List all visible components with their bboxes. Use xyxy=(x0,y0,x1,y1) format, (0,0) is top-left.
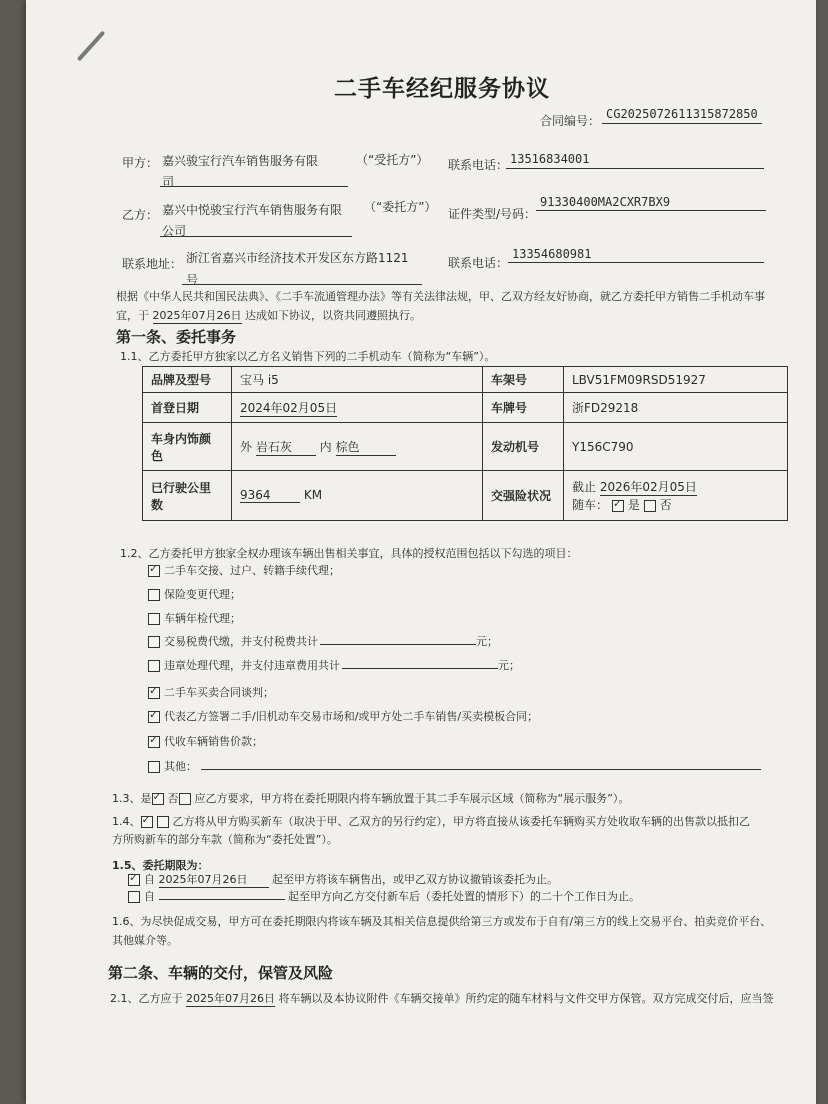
contract-number: CG2025072611315872850 xyxy=(606,107,758,121)
insurance-yes: 是 xyxy=(627,498,640,512)
clause-1-4 xyxy=(112,813,750,829)
clause-1-6-line-2: 其他媒介等。 xyxy=(112,934,178,947)
plate-value: 浙FD29218 xyxy=(564,393,788,423)
auth-item-5-label: 二手车买卖合同谈判； xyxy=(164,686,274,699)
mileage-unit: KM xyxy=(303,488,323,502)
auth-checkbox-3[interactable] xyxy=(148,636,160,648)
clause-1-5-b-checkbox[interactable] xyxy=(128,891,140,903)
auth-item-4 xyxy=(148,657,520,673)
address-phone: 13354680981 xyxy=(512,247,592,261)
auth-item-5 xyxy=(148,684,274,700)
plate-label: 车牌号 xyxy=(483,393,564,423)
clause-1-4-text-1: 乙方将从甲方购买新车（取决于甲、乙双方的另行约定），甲方将直接从该委托车辆购买方处收取车辆的出售款以抵扣乙 xyxy=(172,815,750,828)
clause-1-5-a-checkbox[interactable] xyxy=(128,874,140,886)
clause-1-5-a-text: 起至甲方将该车辆售出，或甲乙双方协议撤销该委托为止。 xyxy=(272,873,558,886)
color-label xyxy=(143,423,232,471)
intro-line-2 xyxy=(116,307,421,324)
mileage-label-2: 数 xyxy=(151,497,164,512)
insurance-with-label: 随车： xyxy=(572,498,609,512)
tax-yuan: 元； xyxy=(476,635,498,648)
party-a-phone-label: 联系电话： xyxy=(448,158,509,172)
auth-checkbox-4[interactable] xyxy=(148,660,160,672)
article-1-heading: 第一条、委托事务 xyxy=(116,328,237,346)
auth-item-8-label: 其他： xyxy=(164,760,197,773)
clause-2-1 xyxy=(110,990,774,1007)
party-b-id: 91330400MA2CXR7BX9 xyxy=(540,195,671,209)
document-title: 二手车经纪服务协议 xyxy=(334,76,550,102)
clause-2-1-pre: 2.1、乙方应于 xyxy=(110,992,183,1005)
reg-date-value: 2024年02月05日 xyxy=(240,400,338,415)
party-a-label: 甲方： xyxy=(122,156,159,170)
party-b-id-label: 证件类型/号码： xyxy=(448,207,537,221)
interior-prefix: 内 xyxy=(319,439,332,454)
brand-label: 品牌及型号 xyxy=(143,367,232,393)
auth-item-3 xyxy=(148,633,498,649)
party-b-role: （“委托方”） xyxy=(364,200,437,214)
auth-checkbox-8[interactable] xyxy=(148,761,160,773)
violation-amount-blank[interactable] xyxy=(342,668,498,669)
clause-1-5-a-date: 2025年07月26日 xyxy=(159,871,269,888)
auth-item-7 xyxy=(148,733,263,749)
violation-yuan: 元； xyxy=(498,659,520,672)
clause-1-3 xyxy=(112,790,629,806)
auth-checkbox-1[interactable] xyxy=(148,589,160,601)
clause-1-3-no: 否 xyxy=(167,792,179,805)
auth-checkbox-2[interactable] xyxy=(148,613,160,625)
clause-1-5-b-pre: 自 xyxy=(144,890,155,903)
intro-line-2b: 达成如下协议，以资共同遵照执行。 xyxy=(245,309,421,322)
exterior-prefix: 外 xyxy=(240,439,253,454)
clause-1-2: 1.2、乙方委托甲方独家全权办理该车辆出售相关事宜，具体的授权范围包括以下勾选的项目： xyxy=(120,547,578,560)
insurance-cell xyxy=(564,471,788,521)
color-label-1: 车身内饰颜 xyxy=(151,431,212,446)
contract-page xyxy=(26,0,816,1104)
clause-1-6-line-1: 1.6、为尽快促成交易，甲方可在委托期限内将该车辆及其相关信息提供给第三方或发布于自有/第三方的线上交易平台、拍卖竞价平台、 xyxy=(112,915,772,928)
clause-1-4-checkbox-a[interactable] xyxy=(141,816,153,828)
clause-1-3-num: 1.3、 xyxy=(112,792,141,805)
address-value-2: 号 xyxy=(186,273,199,287)
mileage-cell xyxy=(232,471,483,521)
clause-1-1: 1.1、乙方委托甲方独家以乙方名义销售下列的二手机动车（简称为“车辆”）。 xyxy=(120,350,496,363)
party-b-name-2: 公司 xyxy=(162,224,187,238)
vin-value: LBV51FM09RSD51927 xyxy=(564,367,788,393)
auth-item-4-label: 违章处理代理，并支付违章费用共计 xyxy=(164,659,340,672)
party-b-name-1: 嘉兴中悦骏宝行汽车销售服务有限 xyxy=(162,203,343,217)
clause-1-4-text-2: 方所购新车的部分车款（简称为“委托处置”）。 xyxy=(112,833,338,846)
clause-1-4-num: 1.4、 xyxy=(112,815,141,828)
insurance-yes-checkbox[interactable] xyxy=(612,500,624,512)
party-b-label: 乙方： xyxy=(122,208,159,222)
auth-item-0 xyxy=(148,562,340,578)
vehicle-table xyxy=(142,366,788,521)
other-blank[interactable] xyxy=(201,769,761,770)
clause-1-5-b xyxy=(128,888,640,904)
contract-number-label: 合同编号： xyxy=(540,114,601,128)
color-cell xyxy=(232,423,483,471)
clause-2-1-text: 将车辆以及本协议附件《车辆交接单》所约定的随车材料与文件交甲方保管。双方完成交付后，应当签 xyxy=(278,992,774,1005)
clause-1-3-yes-checkbox[interactable] xyxy=(152,793,164,805)
clause-1-5-a xyxy=(128,871,558,888)
party-a-phone: 13516834001 xyxy=(510,152,590,166)
mileage-label-1: 已行驶公里 xyxy=(151,480,212,495)
clause-1-5-a-pre: 自 xyxy=(144,873,155,886)
vin-label: 车架号 xyxy=(483,367,564,393)
engine-value: Y156C790 xyxy=(564,423,788,471)
insurance-no: 否 xyxy=(659,498,672,512)
mileage-value: 9364 xyxy=(240,488,300,503)
insurance-label: 交强险状况 xyxy=(483,471,564,521)
auth-item-7-label: 代收车辆销售价款； xyxy=(164,735,263,748)
article-2-heading: 第二条、车辆的交付，保管及风险 xyxy=(108,964,334,982)
intro-date: 2025年07月26日 xyxy=(152,309,242,322)
address-label: 联系地址： xyxy=(122,257,183,271)
auth-item-1-label: 保险变更代理； xyxy=(164,588,241,601)
auth-checkbox-5[interactable] xyxy=(148,687,160,699)
address-value-1: 浙江省嘉兴市经济技术开发区东方路1121 xyxy=(186,251,409,265)
tax-amount-blank[interactable] xyxy=(320,644,476,645)
clause-1-3-no-checkbox[interactable] xyxy=(179,793,191,805)
clause-2-1-date: 2025年07月26日 xyxy=(186,992,275,1005)
exterior-color: 岩石灰 xyxy=(256,438,316,456)
auth-item-8 xyxy=(148,758,761,774)
reg-date-cell xyxy=(232,393,483,423)
party-a-name-1: 嘉兴骏宝行汽车销售服务有限 xyxy=(162,154,319,168)
auth-item-3-label: 交易税费代缴，并支付税费共计 xyxy=(164,635,318,648)
mileage-label xyxy=(143,471,232,521)
engine-label: 发动机号 xyxy=(483,423,564,471)
insurance-prefix: 截止 xyxy=(572,480,597,494)
clause-1-3-yes: 是 xyxy=(140,792,152,805)
auth-checkbox-0[interactable] xyxy=(148,565,160,577)
insurance-no-checkbox[interactable] xyxy=(644,500,656,512)
reg-date-label: 首登日期 xyxy=(143,393,232,423)
intro-line-1: 根据《中华人民共和国民法典》、《二手车流通管理办法》等有关法律法规，甲、乙双方经友好协商，就乙方委托甲方销售二手机动车事 xyxy=(116,290,765,303)
auth-item-6 xyxy=(148,708,538,724)
party-a-name-2: 司 xyxy=(162,175,175,189)
party-a-role: （“受托方”） xyxy=(356,153,429,167)
pen-mark xyxy=(77,31,105,62)
insurance-date: 2026年02月05日 xyxy=(599,480,697,494)
auth-item-2 xyxy=(148,610,241,626)
intro-line-2a: 宜，于 xyxy=(116,309,149,322)
clause-1-5-b-date-blank[interactable] xyxy=(159,899,285,900)
brand-value: 宝马 i5 xyxy=(232,367,483,393)
clause-1-5: 1.5、委托期限为： xyxy=(112,859,209,872)
auth-item-1 xyxy=(148,586,241,602)
color-label-2: 色 xyxy=(151,448,164,463)
clause-1-5-b-text: 起至甲方向乙方交付新车后（委托处置的情形下）的二十个工作日为止。 xyxy=(288,890,640,903)
clause-1-3-text: 应乙方要求，甲方将在委托期限内将车辆放置于其二手车展示区域（简称为“展示服务”）。 xyxy=(194,792,630,805)
auth-checkbox-7[interactable] xyxy=(148,736,160,748)
auth-item-2-label: 车辆年检代理； xyxy=(164,612,241,625)
auth-checkbox-6[interactable] xyxy=(148,711,160,723)
auth-item-0-label: 二手车交接、过户、转籍手续代理； xyxy=(164,564,340,577)
auth-item-6-label: 代表乙方签署二手/旧机动车交易市场和/或甲方处二手车销售/买卖模板合同； xyxy=(164,710,539,723)
interior-color: 棕色 xyxy=(336,438,396,456)
address-phone-label: 联系电话： xyxy=(448,256,509,270)
clause-1-4-checkbox-b[interactable] xyxy=(157,816,169,828)
